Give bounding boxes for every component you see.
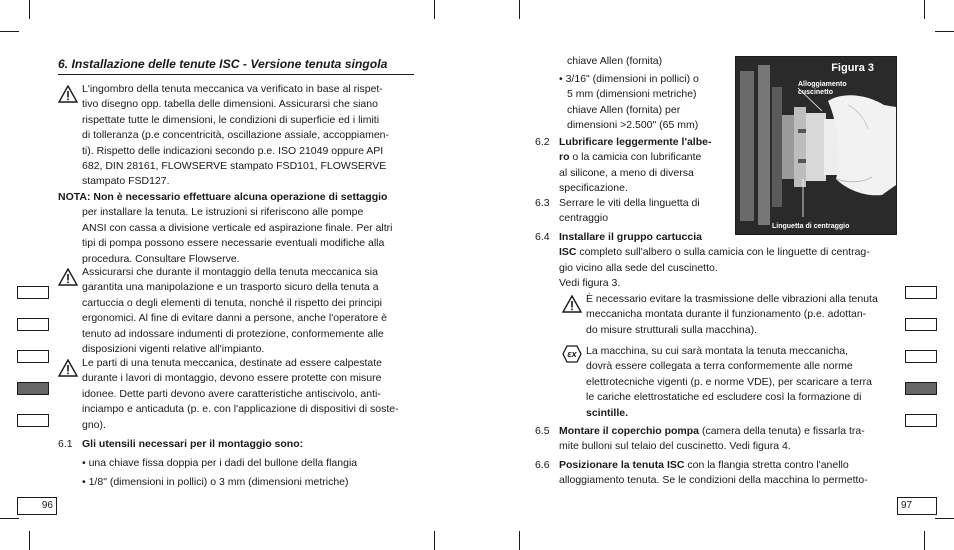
section-6-5-title: Montare il coperchio pompa bbox=[559, 425, 700, 437]
text-line: (camera della tenuta) e fissarla tra- bbox=[699, 425, 865, 437]
tool-bullet-allen-3-16 bbox=[559, 72, 729, 134]
text-line: ti). Rispetto delle indicazioni secondo p.e. ISO 21049 oppure API bbox=[82, 144, 384, 157]
text-line: tipi di pompa possono essere necessarie eventuali modifiche alla bbox=[82, 237, 385, 250]
section-6-6-title: Posizionare la tenuta ISC bbox=[559, 459, 685, 471]
section-6-4-text bbox=[559, 230, 904, 292]
text-line: ergonomici. Al fine di evitare danni a persone, anche l'operatore è bbox=[82, 312, 387, 325]
crop-mark bbox=[519, 531, 520, 550]
figure-label-centering-tab: Linguetta di centraggio bbox=[772, 223, 850, 230]
warning-icon bbox=[58, 85, 78, 103]
text-line: La macchina, su cui sarà montata la tenuta meccanicha, bbox=[586, 345, 849, 357]
text-line: Serrare le viti della linguetta di bbox=[559, 197, 700, 209]
warning-icon bbox=[58, 268, 78, 286]
text-line: alloggiamento tenuta. Se le condizioni della macchina lo permetto- bbox=[559, 474, 868, 487]
text-line: inciampo e anticaduta (p. e. con l'applicazione di dispositivi di soste- bbox=[82, 403, 399, 416]
warning-text-walkable-parts bbox=[82, 356, 422, 433]
text-line: al silicone, a meno di diversa bbox=[559, 166, 694, 179]
text-line: dovrà essere collegata a terra conformemente alle norme bbox=[586, 360, 853, 373]
section-6-5-number: 6.5 bbox=[535, 425, 550, 437]
thumb-tab bbox=[17, 286, 49, 299]
page-number-left: 96 bbox=[17, 497, 57, 515]
section-6-2-title-end: ro bbox=[559, 151, 570, 164]
section-title: 6. Installazione delle tenute ISC - Versione tenuta singola bbox=[58, 57, 414, 75]
section-6-4-title: Installare il gruppo cartuccia bbox=[559, 231, 702, 243]
warning-text-handling bbox=[82, 265, 422, 357]
atex-ex-icon-text: εx bbox=[567, 349, 577, 359]
figure-label-line: cuscinetto bbox=[798, 89, 834, 96]
text-line: disposizioni vigenti relative all'impianto. bbox=[82, 343, 265, 356]
text-line: È necessario evitare la trasmissione delle vibrazioni alla tenuta bbox=[586, 293, 878, 305]
thumb-tab bbox=[17, 350, 49, 363]
text-line: elettrotecniche vigenti (p. e norme VDE), per scaricare a terra bbox=[586, 375, 872, 388]
text-line: L'ingombro della tenuta meccanica va verificato in base al rispet- bbox=[82, 83, 383, 95]
figure-label-line: Alloggiamento bbox=[798, 81, 847, 88]
section-6-6-text bbox=[559, 458, 904, 489]
section-6-5-text bbox=[559, 424, 904, 455]
thumb-tab bbox=[17, 414, 49, 427]
section-6-1-title: Gli utensili necessari per il montaggio sono: bbox=[82, 438, 304, 450]
text-line: di tolleranza (p.e concentricità, oscillazione assiale, accoppiamen- bbox=[82, 129, 389, 142]
text-line: tenuto ad indossare indumenti di protezione, conformemente alle bbox=[82, 327, 384, 340]
text-line: garantita una manipolazione e un trasporto sicuro della tenuta a bbox=[82, 281, 379, 294]
section-6-6-number: 6.6 bbox=[535, 459, 550, 471]
section-6-1-number: 6.1 bbox=[58, 438, 73, 450]
thumb-tab bbox=[905, 350, 937, 363]
bullet-continuation: chiave Allen (fornita) bbox=[567, 55, 663, 67]
text-line: Vedi figura 3. bbox=[559, 277, 621, 290]
text-line: mite bulloni sul telaio del cuscinetto. Vedi figura 4. bbox=[559, 440, 791, 453]
text-line: 5 mm (dimensioni metriche) bbox=[567, 88, 697, 101]
figure-label-bearing-housing bbox=[798, 81, 847, 97]
text-line: cartuccia o degli elementi di tenuta, nonché il rispetto dei principi bbox=[82, 296, 383, 309]
text-line: o la camicia con lubrificante bbox=[569, 151, 702, 164]
text-line: stampato FSD127. bbox=[82, 175, 170, 188]
text-line: gno). bbox=[82, 418, 106, 431]
text-line: le cariche elettrostatiche ed escludere così la formazione di bbox=[586, 391, 862, 404]
figure-title: Figura 3 bbox=[831, 62, 874, 74]
crop-mark bbox=[935, 31, 954, 32]
text-line: con la flangia stretta contro l'anello bbox=[684, 459, 849, 471]
crop-mark bbox=[924, 531, 925, 550]
text-line: per installare la tenuta. Le istruzioni si riferiscono alle pompe bbox=[82, 206, 364, 219]
thumb-tab-active bbox=[17, 382, 49, 395]
thumb-tab bbox=[905, 318, 937, 331]
text-line: ANSI con cassa a divisione verticale ed aspirazione finale. Per altri bbox=[82, 221, 393, 234]
section-6-4-number: 6.4 bbox=[535, 231, 550, 243]
crop-mark bbox=[434, 531, 435, 550]
section-6-2-number: 6.2 bbox=[535, 136, 550, 148]
crop-mark bbox=[434, 0, 435, 19]
section-6-2-text bbox=[559, 135, 731, 197]
crop-mark bbox=[935, 518, 954, 519]
text-line: gio vicino alla sede del cuscinetto. bbox=[559, 261, 718, 274]
thumb-tab bbox=[905, 414, 937, 427]
section-6-3-text bbox=[559, 196, 731, 227]
text-line: scintille. bbox=[586, 406, 629, 419]
crop-mark bbox=[29, 0, 30, 19]
text-line: durante i lavori di montaggio, devono essere protette con misure bbox=[82, 372, 382, 385]
text-line: tivo disegno opp. tabella delle dimensioni. Assicurarsi che siano bbox=[82, 98, 378, 111]
text-line: chiave Allen (fornita) per bbox=[567, 103, 681, 116]
text-line: Assicurarsi che durante il montaggio della tenuta meccanica sia bbox=[82, 266, 378, 278]
crop-mark bbox=[0, 518, 19, 519]
text-line: 682, DIN 28161, FLOWSERVE stampato FSD101, FLOWSERVE bbox=[82, 160, 387, 173]
text-line: • 3/16" (dimensioni in pollici) o bbox=[559, 73, 699, 85]
text-line: rispettate tutte le dimensioni, le condizioni di superficie ed i limiti bbox=[82, 113, 380, 126]
text-line: do misure strutturali sulla macchina). bbox=[586, 323, 757, 336]
warning-text-dimensions bbox=[82, 82, 422, 190]
thumb-tab bbox=[17, 318, 49, 331]
section-6-2-title: Lubrificare leggermente l'albe- bbox=[559, 136, 712, 148]
warning-icon bbox=[562, 295, 582, 313]
crop-mark bbox=[924, 0, 925, 19]
ex-text-grounding bbox=[586, 344, 906, 421]
note-block bbox=[58, 190, 428, 267]
thumb-tab bbox=[905, 286, 937, 299]
tool-bullet-wrench: • una chiave fissa doppia per i dadi del bullone della flangia bbox=[82, 457, 358, 469]
text-line: dimensioni >2.500" (65 mm) bbox=[567, 119, 699, 132]
warning-icon bbox=[58, 359, 78, 377]
text-line: specificazione. bbox=[559, 182, 628, 195]
crop-mark bbox=[29, 531, 30, 550]
text-line: centraggio bbox=[559, 212, 609, 225]
text-line: idonee. Dette parti devono avere caratteristiche antiscivolo, anti- bbox=[82, 387, 381, 400]
atex-ex-icon bbox=[562, 345, 582, 363]
isc-label: ISC bbox=[559, 246, 577, 259]
crop-mark bbox=[0, 31, 19, 32]
section-6-3-number: 6.3 bbox=[535, 197, 550, 209]
warning-text-vibration bbox=[586, 292, 906, 338]
text-line: procedura. Consultare Flowserve. bbox=[82, 252, 240, 265]
figure-3-photo bbox=[735, 56, 897, 235]
text-line: completo sull'albero o sulla camicia con le linguette di centrag- bbox=[576, 246, 870, 259]
thumb-tab-active bbox=[905, 382, 937, 395]
text-line: Le parti di una tenuta meccanica, destinate ad essere calpestate bbox=[82, 357, 383, 369]
note-label: NOTA: Non è necessario effettuare alcuna operazione di settaggio bbox=[58, 191, 388, 203]
crop-mark bbox=[519, 0, 520, 19]
tool-bullet-allen-1-8: • 1/8" (dimensioni in pollici) o 3 mm (dimensioni metriche) bbox=[82, 476, 349, 488]
page-number-right: 97 bbox=[897, 497, 937, 515]
text-line: meccanicha montata durante il funzionamento (p.e. adottan- bbox=[586, 308, 867, 321]
